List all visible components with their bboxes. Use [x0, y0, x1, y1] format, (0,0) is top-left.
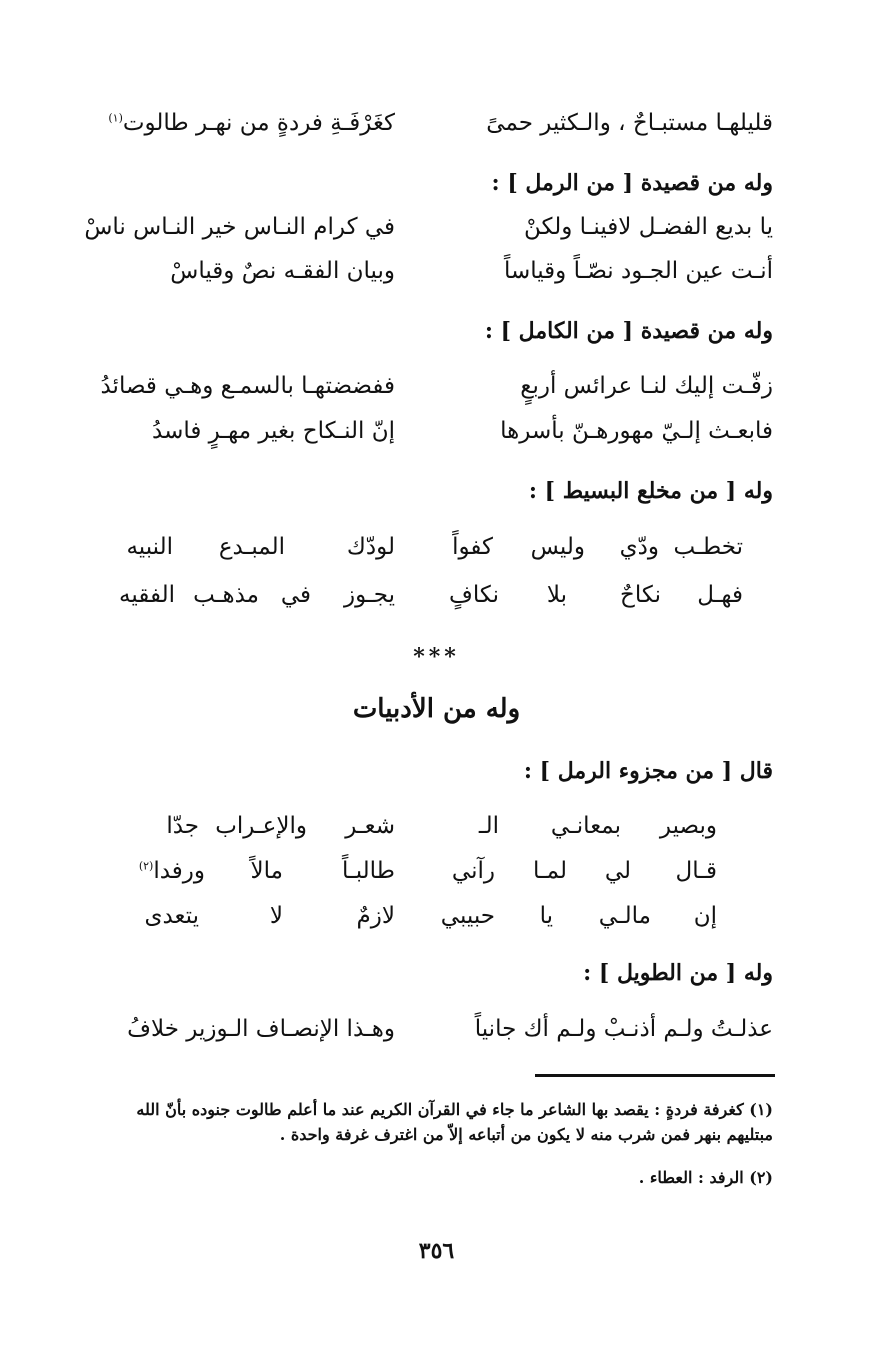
word: النبيه	[126, 534, 173, 560]
verse-top-ajz	[108, 112, 395, 135]
footnote-ref-2: (٢)	[138, 859, 154, 873]
word: نكافٍ	[449, 582, 499, 608]
verse-top-ajz-text: كغَرْفَـةِ فردةٍ من نهـر طالوت	[122, 110, 395, 136]
section-intro-majzu-ramal: قال [ من مجزوء الرمل ] :	[523, 758, 773, 784]
word: إن	[693, 903, 717, 929]
verse-top-sadr: قليلهـا مستبـاحٌ ، والـكثير حمىً	[486, 110, 773, 136]
word: يجـوز	[344, 582, 395, 608]
word: ودّي	[619, 534, 659, 560]
word: مذهـب	[193, 582, 259, 608]
word: لا	[269, 903, 283, 929]
verse-tawil-1-ajz: وهـذا الإنصـاف الـوزير خلافُ	[127, 1016, 395, 1042]
page-number: ٣٥٦	[418, 1238, 455, 1264]
word: يا	[539, 903, 553, 929]
word: المبـدع	[218, 534, 285, 560]
footnote-ref-1: (١)	[108, 111, 123, 125]
word: بلا	[546, 582, 567, 608]
word: لمـا	[532, 858, 567, 884]
verse-ramal-2-ajz: وبيان الفقـه نصٌ وقياسْ	[170, 258, 395, 284]
verse-ramal-1-ajz: في كرام النـاس خير النـاس ناسْ	[84, 214, 395, 240]
word: وبصير	[659, 813, 717, 839]
word: الـ	[478, 813, 499, 839]
verse-kamil-2-ajz: إنّ النـكاح بغير مهـرٍ فاسدُ	[152, 418, 395, 444]
word: الفقيه	[119, 582, 175, 608]
footnote-1: (١) كغرفة فردةٍ : يقصد بها الشاعر ما جاء في القرآن الكريم عند ما أعلم طالوت جنوده بأنّ الله مبتليهم بنهر فمن شرب منه لا يكون من أتباعه إلاّ من اغترف غرفة واحدة .	[136, 1100, 773, 1144]
word: حبيبي	[440, 903, 495, 929]
word: مالـي	[598, 903, 651, 929]
word: رآني	[451, 858, 495, 884]
section-intro-tawil: وله [ من الطويل ] :	[583, 960, 773, 986]
word: نكاحٌ	[620, 582, 661, 608]
section-intro-ramal: وله من قصيدة [ من الرمل ] :	[491, 170, 773, 196]
verse-tawil-1-sadr: عذلـتُ ولـم أذنـبْ ولـم أك جانياً	[474, 1016, 773, 1042]
word-text: ورفدا	[153, 858, 205, 884]
verse-kamil-1-ajz: ففضضتهـا بالسمـع وهـي قصائدُ	[100, 373, 395, 399]
word: شعـر	[345, 813, 395, 839]
word: مالاً	[250, 858, 283, 884]
word: طالبـاً	[341, 858, 395, 884]
word: جدّا	[166, 813, 199, 839]
footnote-2: (٢) الرفد : العطاء .	[638, 1168, 773, 1187]
word: لازمٌ	[356, 903, 395, 929]
verse-ramal-1-sadr: يا بديع الفضـل لافينـا ولكنْ	[524, 214, 773, 240]
word: والإعـراب	[215, 813, 307, 839]
section-heading: وله من الأدبيات	[352, 694, 521, 724]
word: تخطـب	[673, 534, 743, 560]
footnote-divider	[535, 1074, 775, 1077]
word: وليس	[530, 534, 585, 560]
section-intro-mukhalla: وله [ من مخلع البسيط ] :	[528, 478, 773, 504]
word: يتعدى	[144, 903, 199, 929]
word	[139, 860, 205, 883]
word: لي	[604, 858, 631, 884]
word: لودّك	[346, 534, 395, 560]
word: كفواً	[452, 534, 493, 560]
section-separator: ***	[413, 644, 460, 670]
word: قـال	[675, 858, 717, 884]
verse-kamil-2-sadr: فابعـث إلـيّ مهورهـنّ بأسرها	[500, 418, 773, 444]
verse-ramal-2-sadr: أنـت عين الجـود نصّـاً وقياساً	[503, 258, 773, 284]
verse-kamil-1-sadr: زفّـت إليك لنـا عرائس أربعٍ	[520, 373, 773, 399]
word: بمعانـي	[550, 813, 621, 839]
word: فهـل	[697, 582, 743, 608]
section-intro-kamil: وله من قصيدة [ من الكامل ] :	[484, 318, 773, 344]
word: في	[280, 582, 311, 608]
